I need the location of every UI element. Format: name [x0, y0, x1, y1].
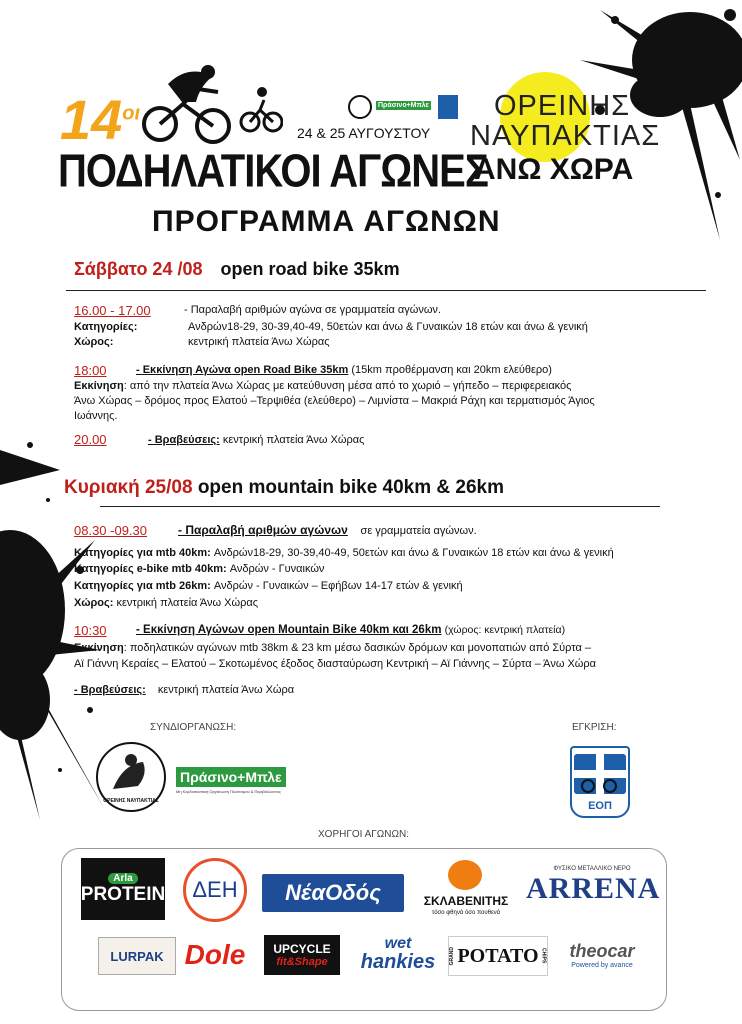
sun-time-2: 10:30 [74, 623, 107, 638]
sat-time-2: 18:00 [74, 363, 107, 378]
sunday-divider [100, 506, 660, 507]
sun-start-text-1: : ποδηλατικών αγώνων mtb 38km & 23 km μέσω δασικών δρόμων και μονοπατιών από Σύρτα – [123, 642, 592, 654]
sat-start-line-2: Άνω Χώρας – δρόμος προς Ελατού –Τερψιθέα (ελεύθερο) – Λιμνίστα – Μακριά Ράχη και τερματισμός Άγιος [74, 395, 595, 407]
coorganizers-label: ΣΥΝΔΙΟΡΓΑΝΩΣΗ: [150, 722, 237, 733]
sun-start-label: Εκκίνηση [74, 642, 124, 654]
sun-pickup-place: σε γραμματεία αγώνων. [360, 525, 477, 537]
theocar-text: theocar [569, 941, 635, 962]
upcycle-bottom: fit&Shape [276, 956, 328, 968]
sun-time-1: 08.30 -09.30 [74, 523, 148, 538]
sat-categories-label: Κατηγορίες: [74, 321, 138, 333]
sun-start-note: (χώρος: κεντρική πλατεία) [444, 624, 566, 636]
sun-cat40-label: Κατηγορίες για mtb 40km: [74, 547, 211, 559]
mini-partner-text: Πράσινο+Μπλε [378, 102, 429, 109]
event-title: ΠΟΔΗΛΑΤΙΚΟΙ ΑΓΩΝΕΣ [58, 146, 488, 197]
sponsors-label: ΧΟΡΗΓΟΙ ΑΓΩΝΩΝ: [318, 829, 409, 840]
upcycle-logo [264, 935, 340, 975]
small-partner-logos [348, 95, 460, 121]
cyclist-silhouette-icon [138, 64, 283, 144]
sunday-day: Κυριακή 25/08 [64, 477, 193, 498]
upcycle-top: UPCYCLE [273, 942, 331, 956]
arrena-text: ARRENA [526, 872, 661, 905]
sun-place-value: κεντρική πλατεία Άνω Χώρας [113, 597, 259, 609]
potato-left: GRAND [449, 946, 456, 966]
sat-place-label: Χώρος: [74, 336, 114, 348]
sat-pickup-text: - Παραλαβή αριθμών αγώνα σε γραμματεία αγώνων. [184, 304, 441, 316]
sklavenitis-sub: τόσο φθηνά όσο πουθενά [431, 910, 501, 916]
lurpak-logo [98, 937, 176, 975]
sun-start-line-2: Αϊ Γιάννη Κεραίες – Ελατού – Σκοτωμένος έξοδος διασταύρωση Κεντρική – Αϊ Γιάννης – Σύρτα – Άνω Χώρα [74, 658, 597, 670]
saturday-day: Σάββατο 24 /08 [74, 259, 203, 279]
sat-start-heading [136, 364, 552, 376]
arrena-logo [526, 866, 661, 916]
sun-pickup-title: - Παραλαβή αριθμών αγώνων [178, 523, 348, 537]
sun-place-label: Χώρος: [74, 597, 114, 609]
edition-suffix: οι [122, 102, 141, 125]
saturday-divider [66, 290, 706, 291]
sun-start-line-1 [74, 642, 591, 654]
club-logo [96, 742, 166, 812]
approval-label: ΕΓΚΡΙΣΗ: [572, 722, 617, 733]
arla-top: Arla [108, 873, 137, 884]
sun-cat40 [74, 547, 614, 559]
deh-logo [183, 858, 247, 922]
sklavenitis-logo [416, 860, 516, 920]
sun-place [74, 597, 258, 609]
event-dates: 24 & 25 ΑΥΓΟΥΣΤΟΥ [297, 125, 431, 141]
saturday-heading [74, 259, 400, 280]
location-title: ΑΝΩ ΧΩΡΑ [474, 153, 634, 186]
sat-start-text-1: : από την πλατεία Άνω Χώρας με κατεύθυνση μέσα από το χωριό – γήπεδο – περιφερειακός [123, 380, 572, 392]
sklavenitis-emblem-icon [448, 860, 482, 890]
sat-start-line-3: Ιωάννης. [74, 410, 118, 422]
wet-hankies-logo [352, 933, 444, 975]
sklavenitis-text: ΣΚΛΑΒΕΝΙΤΗΣ [423, 894, 509, 908]
dole-logo [182, 935, 248, 975]
sun-ebike-label: Κατηγορίες e-bike mtb 40km: [74, 563, 227, 575]
potato-chips-logo [448, 936, 548, 976]
sun-awards-place: κεντρική πλατεία Άνω Χώρα [157, 684, 295, 696]
theocar-sub: Powered by avance [571, 962, 633, 970]
partner-logo [176, 767, 304, 797]
sat-start-label: Εκκίνηση [74, 380, 124, 392]
wet-top: wet [384, 935, 412, 952]
sat-place-value: κεντρική πλατεία Άνω Χώρας [188, 336, 330, 348]
theocar-logo [554, 938, 650, 974]
federation-cyclist-icon [572, 752, 628, 798]
sun-cat26-label: Κατηγορίες για mtb 26km: [74, 580, 211, 592]
region-line-1: ΟΡΕΙΝΗΣ [494, 90, 631, 122]
neaodos-logo [262, 874, 404, 912]
dole-text: Dole [184, 939, 246, 970]
federation-logo [570, 746, 630, 818]
lurpak-text: LURPAK [110, 948, 164, 964]
neaodos-text: ΝέαΟδός [285, 880, 381, 905]
sat-time-3: 20.00 [74, 432, 107, 447]
sun-cat26 [74, 580, 463, 592]
deh-text: ΔΕΗ [192, 877, 238, 902]
club-logo-text: ΟΡΕΙΝΗΣ ΝΑΥΠΑΚΤΙΑΣ [103, 798, 159, 804]
sun-ebike-value: Ανδρών - Γυναικών [226, 563, 325, 575]
sunday-heading [64, 477, 504, 499]
potato-text: POTATO [457, 944, 539, 967]
sunday-event: open mountain bike 40km & 26km [197, 477, 505, 498]
eop-mini-logo-icon [438, 95, 458, 119]
sun-cat40-value: Ανδρών18-29, 30-39,40-49, 50ετών και άνω & Γυναικών 18 ετών και άνω & γενική [210, 547, 614, 559]
edition-number-digits: 14 [60, 88, 123, 151]
partner-logo-text: Πράσινο+Μπλε [176, 767, 286, 787]
sun-awards-label: - Βραβεύσεις: [74, 684, 146, 696]
saturday-event: open road bike 35km [220, 259, 400, 279]
edition-number [60, 88, 141, 151]
ink-splatter-left-top [0, 430, 70, 520]
sat-time-1: 16.00 - 17.00 [74, 303, 151, 318]
sat-awards-label: - Βραβεύσεις: [148, 434, 220, 446]
region-line-2: ΝΑΥΠΑΚΤΙΑΣ [470, 120, 661, 152]
arrena-top: ΦΥΣΙΚΟ ΜΕΤΑΛΛΙΚΟ ΝΕΡΟ [553, 866, 631, 872]
sun-start-title: - Εκκίνηση Αγώνων open Mountain Bike 40km και 26km [136, 624, 442, 636]
arla-protein-logo [81, 858, 165, 920]
partner-logo-sub: Μη Κερδοσκοπική Οργάνωση Πολιτισμού & Περιβάλλοντος [176, 789, 281, 794]
wet-bottom: hankies [360, 951, 436, 973]
sat-awards [148, 434, 364, 446]
program-title: ΠΡΟΓΡΑΜΜΑ ΑΓΩΝΩΝ [152, 205, 501, 238]
sat-start-line-1 [74, 380, 571, 392]
sun-ebike [74, 563, 324, 575]
sun-pickup [178, 523, 477, 537]
sat-start-title: - Εκκίνηση Αγώνα open Road Bike 35km [136, 364, 349, 376]
club-mini-logo-icon [348, 95, 372, 119]
arla-bottom: PROTEIN [80, 883, 166, 905]
sat-start-note: (15km προθέρμανση και 20km ελεύθερο) [351, 364, 552, 376]
potato-right: CHIPS [540, 948, 547, 964]
sun-cat26-value: Ανδρών - Γυναικών – Εφήβων 14-17 ετών & γενική [210, 580, 463, 592]
sun-awards [74, 684, 294, 696]
sat-awards-place: κεντρική πλατεία Άνω Χώρας [222, 434, 365, 446]
sat-categories-value: Ανδρών18-29, 30-39,40-49, 50ετών και άνω & Γυναικών 18 ετών και άνω & γενική [188, 321, 588, 333]
sun-start-heading [136, 624, 565, 636]
federation-logo-text: ΕΟΠ [588, 800, 612, 812]
